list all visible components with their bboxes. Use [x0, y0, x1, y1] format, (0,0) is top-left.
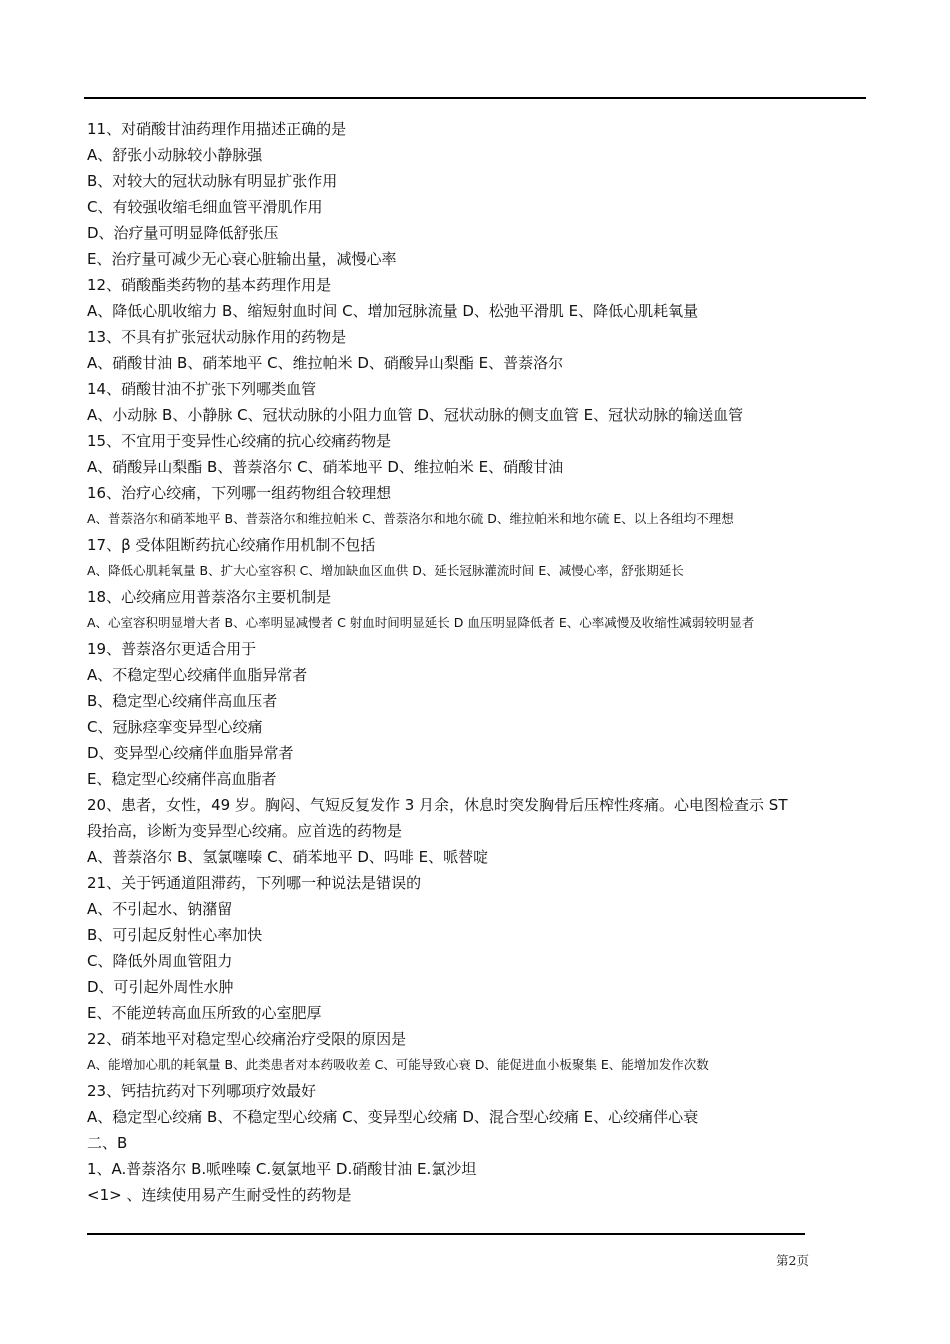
text-line: 16、治疗心绞痛，下列哪一组药物组合较理想	[87, 484, 392, 502]
text-line: B、对较大的冠状动脉有明显扩张作用	[87, 172, 338, 190]
text-line: 19、普萘洛尔更适合用于	[87, 640, 257, 658]
footer-rule	[87, 1233, 805, 1235]
text-line: D、可引起外周性水肿	[87, 978, 234, 996]
text-line: A、稳定型心绞痛 B、不稳定型心绞痛 C、变异型心绞痛 D、混合型心绞痛 E、心绞痛伴心衰	[87, 1108, 699, 1126]
text-line: 21、关于钙通道阻滞药，下列哪一种说法是错误的	[87, 874, 422, 892]
text-line: 11、对硝酸甘油药理作用描述正确的是	[87, 120, 347, 138]
text-line: 段抬高，诊断为变异型心绞痛。应首选的药物是	[87, 822, 403, 840]
text-line: 13、不具有扩张冠状动脉作用的药物是	[87, 328, 347, 346]
text-line: 12、硝酸酯类药物的基本药理作用是	[87, 276, 332, 294]
text-line: 23、钙拮抗药对下列哪项疗效最好	[87, 1082, 317, 1100]
text-line: A、心室容积明显增大者 B、心率明显减慢者 C 射血时间明显延长 D 血压明显降低者 E、心率减慢及收缩性减弱较明显者	[87, 615, 755, 630]
text-line: A、硝酸异山梨酯 B、普萘洛尔 C、硝苯地平 D、维拉帕米 E、硝酸甘油	[87, 458, 564, 476]
text-line: A、降低心肌收缩力 B、缩短射血时间 C、增加冠脉流量 D、松弛平滑肌 E、降低心肌耗氧量	[87, 302, 699, 320]
text-line: A、普萘洛尔 B、氢氯噻嗪 C、硝苯地平 D、吗啡 E、哌替啶	[87, 848, 489, 866]
question-list	[87, 116, 867, 1208]
text-line: 22、硝苯地平对稳定型心绞痛治疗受限的原因是	[87, 1030, 407, 1048]
text-line: B、稳定型心绞痛伴高血压者	[87, 692, 278, 710]
text-line: 1、A.普萘洛尔 B.哌唑嗪 C.氨氯地平 D.硝酸甘油 E.氯沙坦	[87, 1160, 477, 1178]
text-line: A、降低心肌耗氧量 B、扩大心室容积 C、增加缺血区血供 D、延长冠脉灌流时间 E、减慢心率，舒张期延长	[87, 563, 684, 578]
text-line: D、治疗量可明显降低舒张压	[87, 224, 279, 242]
text-line: E、治疗量可减少无心衰心脏输出量，减慢心率	[87, 250, 397, 268]
text-line: 二、B	[87, 1134, 128, 1152]
text-line: A、不引起水、钠潴留	[87, 900, 233, 918]
text-line: A、硝酸甘油 B、硝苯地平 C、维拉帕米 D、硝酸异山梨酯 E、普萘洛尔	[87, 354, 564, 372]
header-rule	[84, 97, 866, 99]
text-line: 17、β 受体阻断药抗心绞痛作用机制不包括	[87, 536, 376, 554]
text-line: B、可引起反射性心率加快	[87, 926, 263, 944]
text-line: 20、患者，女性，49 岁。胸闷、气短反复发作 3 月余，休息时突发胸骨后压榨性疼痛。心电图检查示 ST	[87, 796, 788, 814]
text-line: E、不能逆转高血压所致的心室肥厚	[87, 1004, 322, 1022]
page-number: 第2页	[776, 1253, 809, 1268]
text-line: D、变异型心绞痛伴血脂异常者	[87, 744, 294, 762]
text-line: A、普萘洛尔和硝苯地平 B、普萘洛尔和维拉帕米 C、普萘洛尔和地尔硫 D、维拉帕米和地尔硫 E、以上各组均不理想	[87, 511, 734, 526]
text-line: A、小动脉 B、小静脉 C、冠状动脉的小阻力血管 D、冠状动脉的侧支血管 E、冠状动脉的输送血管	[87, 406, 744, 424]
text-line: C、有较强收缩毛细血管平滑肌作用	[87, 198, 323, 216]
text-line: A、舒张小动脉较小静脉强	[87, 146, 263, 164]
text-line: 15、不宜用于变异性心绞痛的抗心绞痛药物是	[87, 432, 392, 450]
text-line: A、能增加心肌的耗氧量 B、此类患者对本药吸收差 C、可能导致心衰 D、能促进血小板聚集 E、能增加发作次数	[87, 1057, 709, 1072]
text-line: <1> 、连续使用易产生耐受性的药物是	[87, 1186, 352, 1204]
text-line: A、不稳定型心绞痛伴血脂异常者	[87, 666, 308, 684]
text-line: 14、硝酸甘油不扩张下列哪类血管	[87, 380, 317, 398]
text-line: 18、心绞痛应用普萘洛尔主要机制是	[87, 588, 332, 606]
text-line: E、稳定型心绞痛伴高血脂者	[87, 770, 277, 788]
text-line: C、降低外周血管阻力	[87, 952, 233, 970]
text-line: C、冠脉痉挛变异型心绞痛	[87, 718, 263, 736]
